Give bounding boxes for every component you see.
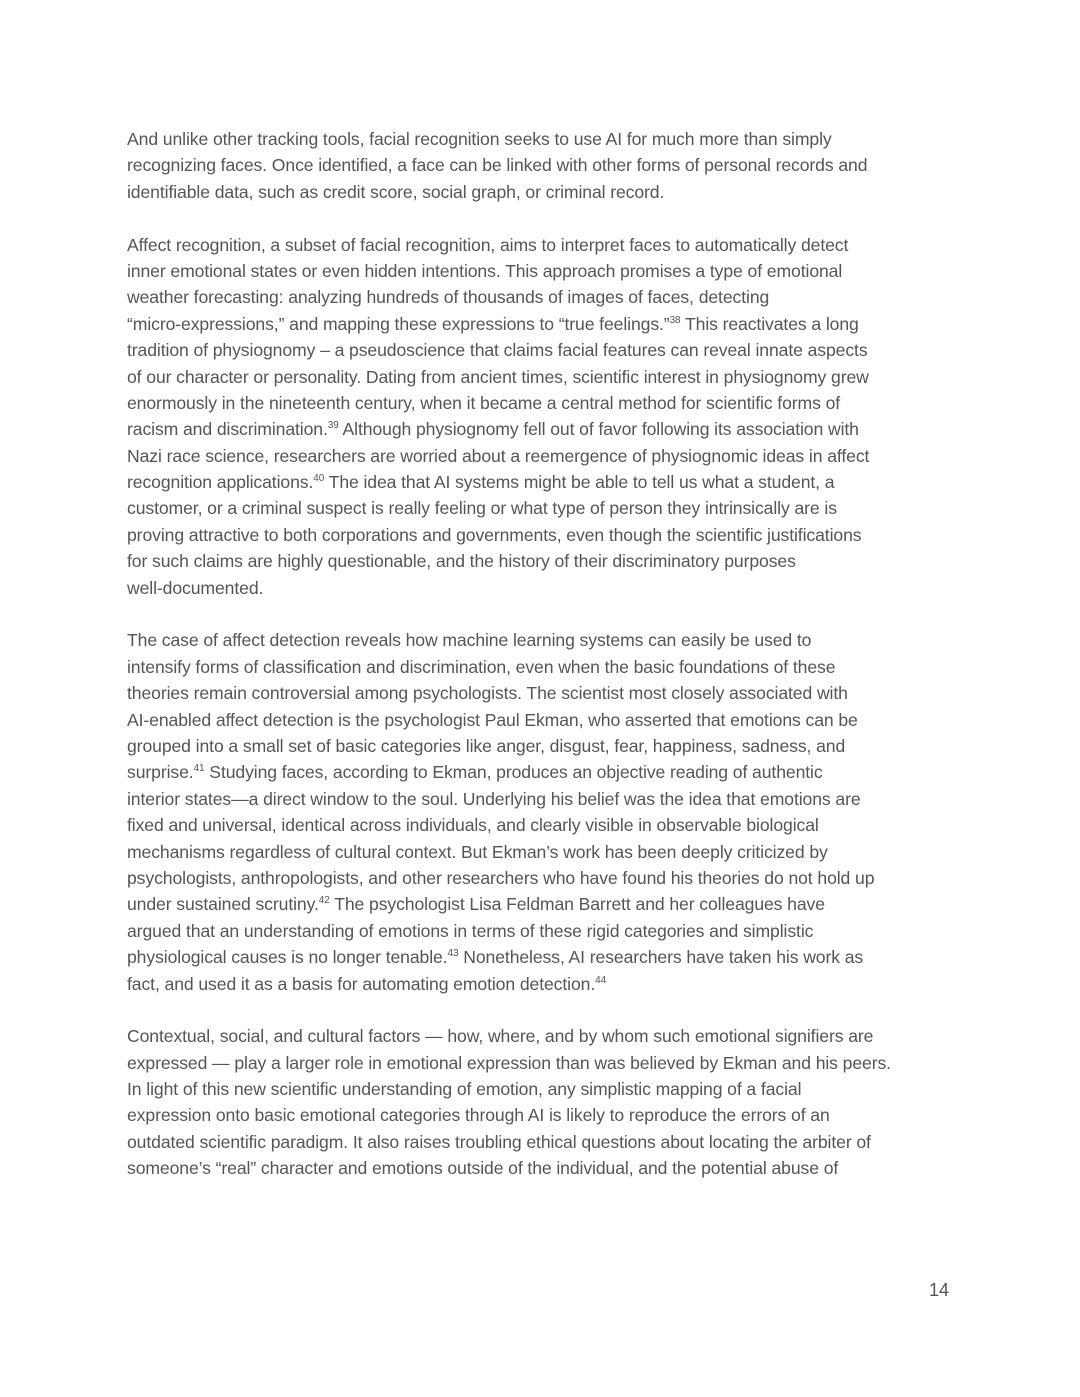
text-run: expressed — play a larger role in emotional expression than was believed by Ekman and his peers. <box>127 1052 891 1073</box>
text-line <box>127 680 967 706</box>
text-run: And unlike other tracking tools, facial recognition seeks to use AI for much more than simply <box>127 129 832 149</box>
text-run: enormously in the nineteenth century, when it became a central method for scientific forms of <box>127 392 841 413</box>
text-run: proving attractive to both corporations and governments, even though the scientific justifications <box>127 524 862 545</box>
document-body <box>127 126 967 1208</box>
text-line <box>127 891 967 917</box>
text-line <box>127 759 967 785</box>
footnote-ref[interactable]: 44 <box>595 974 607 986</box>
text-run: for such claims are highly questionable, and the history of their discriminatory purposes <box>127 551 796 572</box>
text-run: expression onto basic emotional categories through AI is likely to reproduce the errors of an <box>127 1105 830 1126</box>
text-line <box>127 1155 967 1181</box>
footnote-ref[interactable]: 39 <box>327 420 339 432</box>
text-run: mechanisms regardless of cultural context. But Ekman’s work has been deeply criticized by <box>127 841 828 862</box>
footnote-ref[interactable]: 40 <box>313 473 325 485</box>
text-run: tradition of physiognomy – a pseudoscience that claims facial features can reveal innate aspects <box>127 340 868 361</box>
footnote-ref[interactable]: 38 <box>669 314 681 326</box>
text-run: In light of this new scientific understanding of emotion, any simplistic mapping of a facial <box>127 1079 802 1100</box>
text-line <box>127 126 967 152</box>
text-run: Studying faces, according to Ekman, produces an objective reading of authentic <box>204 762 823 783</box>
text-run: physiological causes is no longer tenable. <box>127 947 448 968</box>
text-line <box>127 152 967 178</box>
text-line <box>127 733 967 759</box>
text-run: Affect recognition, a subset of facial recognition, aims to interpret faces to automatically detect <box>127 234 849 255</box>
paragraph <box>127 1023 967 1181</box>
text-run: Nonetheless, AI researchers have taken his work as <box>458 947 864 968</box>
text-line <box>127 337 967 363</box>
text-run: interior states—a direct window to the soul. Underlying his belief was the idea that emotions are <box>127 788 861 809</box>
text-line <box>127 416 967 442</box>
text-run: intensify forms of classification and discrimination, even when the basic foundations of these <box>127 656 836 677</box>
text-run: argued that an understanding of emotions in terms of these rigid categories and simplistic <box>127 920 814 941</box>
text-run: “micro-expressions,” and mapping these expressions to “true feelings.” <box>127 313 670 334</box>
text-run: The psychologist Lisa Feldman Barrett and her colleagues have <box>329 894 825 915</box>
text-line <box>127 443 967 469</box>
page-number: 14 <box>929 1280 950 1300</box>
text-run: psychologists, anthropologists, and other researchers who have found his theories do not hold up <box>127 867 875 888</box>
text-line <box>127 918 967 944</box>
text-run: Contextual, social, and cultural factors — how, where, and by whom such emotional signifiers are <box>127 1026 874 1047</box>
text-line <box>127 258 967 284</box>
text-run: Although physiognomy fell out of favor following its association with <box>338 419 859 440</box>
text-line <box>127 654 967 680</box>
text-run: identifiable data, such as credit score, social graph, or criminal record. <box>127 181 665 202</box>
text-run: recognition applications. <box>127 472 314 493</box>
text-run: someone’s “real” character and emotions outside of the individual, and the potential abuse of <box>127 1158 839 1179</box>
text-run: outdated scientific paradigm. It also raises troubling ethical questions about locating the arbiter of <box>127 1131 871 1152</box>
text-run: recognizing faces. Once identified, a face can be linked with other forms of personal records and <box>127 155 868 176</box>
paragraph <box>127 232 967 601</box>
text-run: Nazi race science, researchers are worried about a reemergence of physiognomic ideas in affect <box>127 445 870 466</box>
text-line <box>127 627 967 653</box>
text-line <box>127 1102 967 1128</box>
text-run: surprise. <box>127 762 194 783</box>
text-run: customer, or a criminal suspect is really feeling or what type of person they intrinsically are is <box>127 498 837 519</box>
footnote-ref[interactable]: 42 <box>318 895 330 907</box>
paragraph <box>127 126 967 205</box>
text-run: grouped into a small set of basic categories like anger, disgust, fear, happiness, sadness, and <box>127 735 846 756</box>
text-line <box>127 1023 967 1049</box>
text-run: weather forecasting: analyzing hundreds of thousands of images of faces, detecting <box>127 287 770 308</box>
text-run: theories remain controversial among psychologists. The scientist most closely associated with <box>127 683 848 704</box>
footnote-ref[interactable]: 43 <box>447 948 459 960</box>
text-line <box>127 495 967 521</box>
text-line <box>127 786 967 812</box>
text-line <box>127 707 967 733</box>
text-run: well-documented. <box>127 577 264 598</box>
text-run: racism and discrimination. <box>127 419 328 440</box>
text-line <box>127 865 967 891</box>
text-line <box>127 364 967 390</box>
text-run: fact, and used it as a basis for automating emotion detection. <box>127 973 596 994</box>
text-line <box>127 548 967 574</box>
text-run: inner emotional states or even hidden intentions. This approach promises a type of emotional <box>127 260 843 281</box>
text-line <box>127 522 967 548</box>
text-line <box>127 1076 967 1102</box>
text-line <box>127 311 967 337</box>
text-line <box>127 1129 967 1155</box>
text-line <box>127 469 967 495</box>
text-run: The case of affect detection reveals how machine learning systems can easily be used to <box>127 630 812 651</box>
text-line <box>127 839 967 865</box>
text-run: The idea that AI systems might be able to tell us what a student, a <box>324 472 835 493</box>
footnote-ref[interactable]: 41 <box>193 763 205 775</box>
text-line <box>127 390 967 416</box>
text-run: AI-enabled affect detection is the psychologist Paul Ekman, who asserted that emotions can be <box>127 709 858 730</box>
text-line <box>127 232 967 258</box>
text-run: fixed and universal, identical across individuals, and clearly visible in observable biological <box>127 815 819 836</box>
text-line <box>127 575 967 601</box>
text-run: This reactivates a long <box>680 313 859 334</box>
text-line <box>127 971 967 997</box>
text-line <box>127 812 967 838</box>
paragraph <box>127 627 967 996</box>
text-line <box>127 179 967 205</box>
text-line <box>127 944 967 970</box>
text-run: of our character or personality. Dating from ancient times, scientific interest in physiognomy grew <box>127 366 869 387</box>
text-line <box>127 284 967 310</box>
text-run: under sustained scrutiny. <box>127 894 319 915</box>
text-line <box>127 1050 967 1076</box>
